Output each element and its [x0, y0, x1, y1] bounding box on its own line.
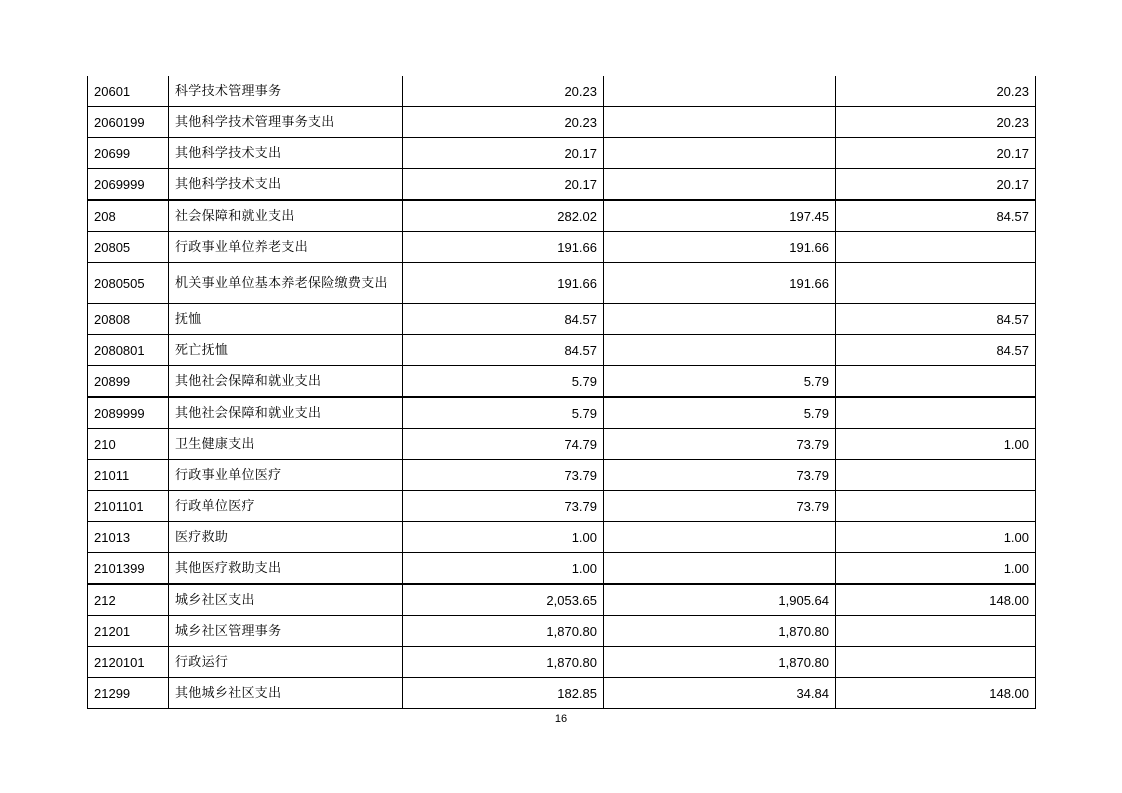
table-row — [88, 263, 1036, 304]
subject-name-cell: 其他社会保障和就业支出 — [169, 397, 403, 429]
total-amount-cell: 191.66 — [403, 263, 604, 304]
subject-code-cell: 208 — [88, 200, 169, 232]
subject-code-cell: 20899 — [88, 366, 169, 398]
basic-expenditure-cell: 5.79 — [604, 366, 836, 398]
subject-name-cell: 卫生健康支出 — [169, 429, 403, 460]
total-amount-cell: 191.66 — [403, 232, 604, 263]
table-row — [88, 460, 1036, 491]
total-amount-cell: 74.79 — [403, 429, 604, 460]
subject-code-cell: 21011 — [88, 460, 169, 491]
total-amount-cell: 73.79 — [403, 491, 604, 522]
basic-expenditure-cell: 1,870.80 — [604, 647, 836, 678]
table-row — [88, 522, 1036, 553]
total-amount-cell: 1.00 — [403, 522, 604, 553]
subject-code-cell: 20601 — [88, 76, 169, 107]
project-expenditure-cell: 1.00 — [836, 522, 1036, 553]
total-amount-cell: 182.85 — [403, 678, 604, 709]
basic-expenditure-cell: 197.45 — [604, 200, 836, 232]
project-expenditure-cell — [836, 232, 1036, 263]
basic-expenditure-cell — [604, 522, 836, 553]
basic-expenditure-cell: 191.66 — [604, 263, 836, 304]
total-amount-cell: 1.00 — [403, 553, 604, 585]
subject-code-cell: 21201 — [88, 616, 169, 647]
subject-name-cell: 行政运行 — [169, 647, 403, 678]
table-row — [88, 366, 1036, 398]
table-body — [88, 76, 1036, 709]
total-amount-cell: 20.17 — [403, 169, 604, 201]
subject-name-cell: 行政事业单位医疗 — [169, 460, 403, 491]
project-expenditure-cell — [836, 460, 1036, 491]
basic-expenditure-cell — [604, 335, 836, 366]
table-row — [88, 335, 1036, 366]
basic-expenditure-cell: 73.79 — [604, 460, 836, 491]
subject-code-cell: 2101101 — [88, 491, 169, 522]
subject-name-cell: 科学技术管理事务 — [169, 76, 403, 107]
basic-expenditure-cell: 73.79 — [604, 491, 836, 522]
subject-name-cell: 其他社会保障和就业支出 — [169, 366, 403, 398]
project-expenditure-cell: 84.57 — [836, 304, 1036, 335]
page-number: 16 — [554, 713, 568, 725]
project-expenditure-cell: 148.00 — [836, 678, 1036, 709]
project-expenditure-cell: 20.17 — [836, 169, 1036, 201]
subject-code-cell: 20805 — [88, 232, 169, 263]
total-amount-cell: 282.02 — [403, 200, 604, 232]
subject-code-cell: 2120101 — [88, 647, 169, 678]
subject-code-cell: 2089999 — [88, 397, 169, 429]
project-expenditure-cell — [836, 616, 1036, 647]
table-row — [88, 553, 1036, 585]
subject-code-cell: 2060199 — [88, 107, 169, 138]
total-amount-cell: 20.23 — [403, 76, 604, 107]
total-amount-cell: 20.23 — [403, 107, 604, 138]
subject-name-cell: 其他科学技术支出 — [169, 169, 403, 201]
total-amount-cell: 1,870.80 — [403, 647, 604, 678]
table-row — [88, 107, 1036, 138]
project-expenditure-cell: 20.17 — [836, 138, 1036, 169]
table-row — [88, 138, 1036, 169]
subject-name-cell: 社会保障和就业支出 — [169, 200, 403, 232]
project-expenditure-cell: 84.57 — [836, 335, 1036, 366]
subject-name-cell: 死亡抚恤 — [169, 335, 403, 366]
table-row — [88, 429, 1036, 460]
subject-name-cell: 行政事业单位养老支出 — [169, 232, 403, 263]
table-row — [88, 200, 1036, 232]
table-row — [88, 616, 1036, 647]
total-amount-cell: 2,053.65 — [403, 584, 604, 616]
project-expenditure-cell: 84.57 — [836, 200, 1036, 232]
table-row — [88, 304, 1036, 335]
subject-name-cell: 城乡社区支出 — [169, 584, 403, 616]
subject-name-cell: 其他医疗救助支出 — [169, 553, 403, 585]
total-amount-cell: 5.79 — [403, 366, 604, 398]
project-expenditure-cell: 20.23 — [836, 76, 1036, 107]
table-row — [88, 584, 1036, 616]
basic-expenditure-cell — [604, 107, 836, 138]
total-amount-cell: 73.79 — [403, 460, 604, 491]
subject-code-cell: 2080801 — [88, 335, 169, 366]
total-amount-cell: 84.57 — [403, 304, 604, 335]
subject-name-cell: 行政单位医疗 — [169, 491, 403, 522]
basic-expenditure-cell — [604, 304, 836, 335]
project-expenditure-cell: 1.00 — [836, 429, 1036, 460]
subject-name-cell: 城乡社区管理事务 — [169, 616, 403, 647]
subject-name-cell: 机关事业单位基本养老保险缴费支出 — [169, 263, 403, 304]
subject-name-cell: 医疗救助 — [169, 522, 403, 553]
expenditure-table — [87, 76, 1036, 709]
basic-expenditure-cell: 34.84 — [604, 678, 836, 709]
basic-expenditure-cell — [604, 169, 836, 201]
basic-expenditure-cell: 73.79 — [604, 429, 836, 460]
subject-name-cell: 其他城乡社区支出 — [169, 678, 403, 709]
total-amount-cell: 1,870.80 — [403, 616, 604, 647]
subject-code-cell: 2101399 — [88, 553, 169, 585]
subject-name-cell: 其他科学技术支出 — [169, 138, 403, 169]
basic-expenditure-cell — [604, 76, 836, 107]
table-row — [88, 678, 1036, 709]
subject-code-cell: 21299 — [88, 678, 169, 709]
table-row — [88, 232, 1036, 263]
project-expenditure-cell — [836, 397, 1036, 429]
subject-code-cell: 2080505 — [88, 263, 169, 304]
basic-expenditure-cell: 1,905.64 — [604, 584, 836, 616]
total-amount-cell: 20.17 — [403, 138, 604, 169]
project-expenditure-cell — [836, 263, 1036, 304]
total-amount-cell: 5.79 — [403, 397, 604, 429]
subject-code-cell: 21013 — [88, 522, 169, 553]
subject-code-cell: 212 — [88, 584, 169, 616]
project-expenditure-cell: 20.23 — [836, 107, 1036, 138]
table-row — [88, 647, 1036, 678]
table-row — [88, 169, 1036, 201]
subject-code-cell: 20699 — [88, 138, 169, 169]
subject-name-cell: 其他科学技术管理事务支出 — [169, 107, 403, 138]
project-expenditure-cell: 1.00 — [836, 553, 1036, 585]
project-expenditure-cell: 148.00 — [836, 584, 1036, 616]
basic-expenditure-cell — [604, 138, 836, 169]
basic-expenditure-cell: 191.66 — [604, 232, 836, 263]
basic-expenditure-cell: 1,870.80 — [604, 616, 836, 647]
subject-code-cell: 2069999 — [88, 169, 169, 201]
project-expenditure-cell — [836, 491, 1036, 522]
basic-expenditure-cell — [604, 553, 836, 585]
project-expenditure-cell — [836, 647, 1036, 678]
subject-code-cell: 20808 — [88, 304, 169, 335]
table-row — [88, 397, 1036, 429]
basic-expenditure-cell: 5.79 — [604, 397, 836, 429]
table-row — [88, 491, 1036, 522]
total-amount-cell: 84.57 — [403, 335, 604, 366]
table-row — [88, 76, 1036, 107]
subject-code-cell: 210 — [88, 429, 169, 460]
subject-name-cell: 抚恤 — [169, 304, 403, 335]
project-expenditure-cell — [836, 366, 1036, 398]
